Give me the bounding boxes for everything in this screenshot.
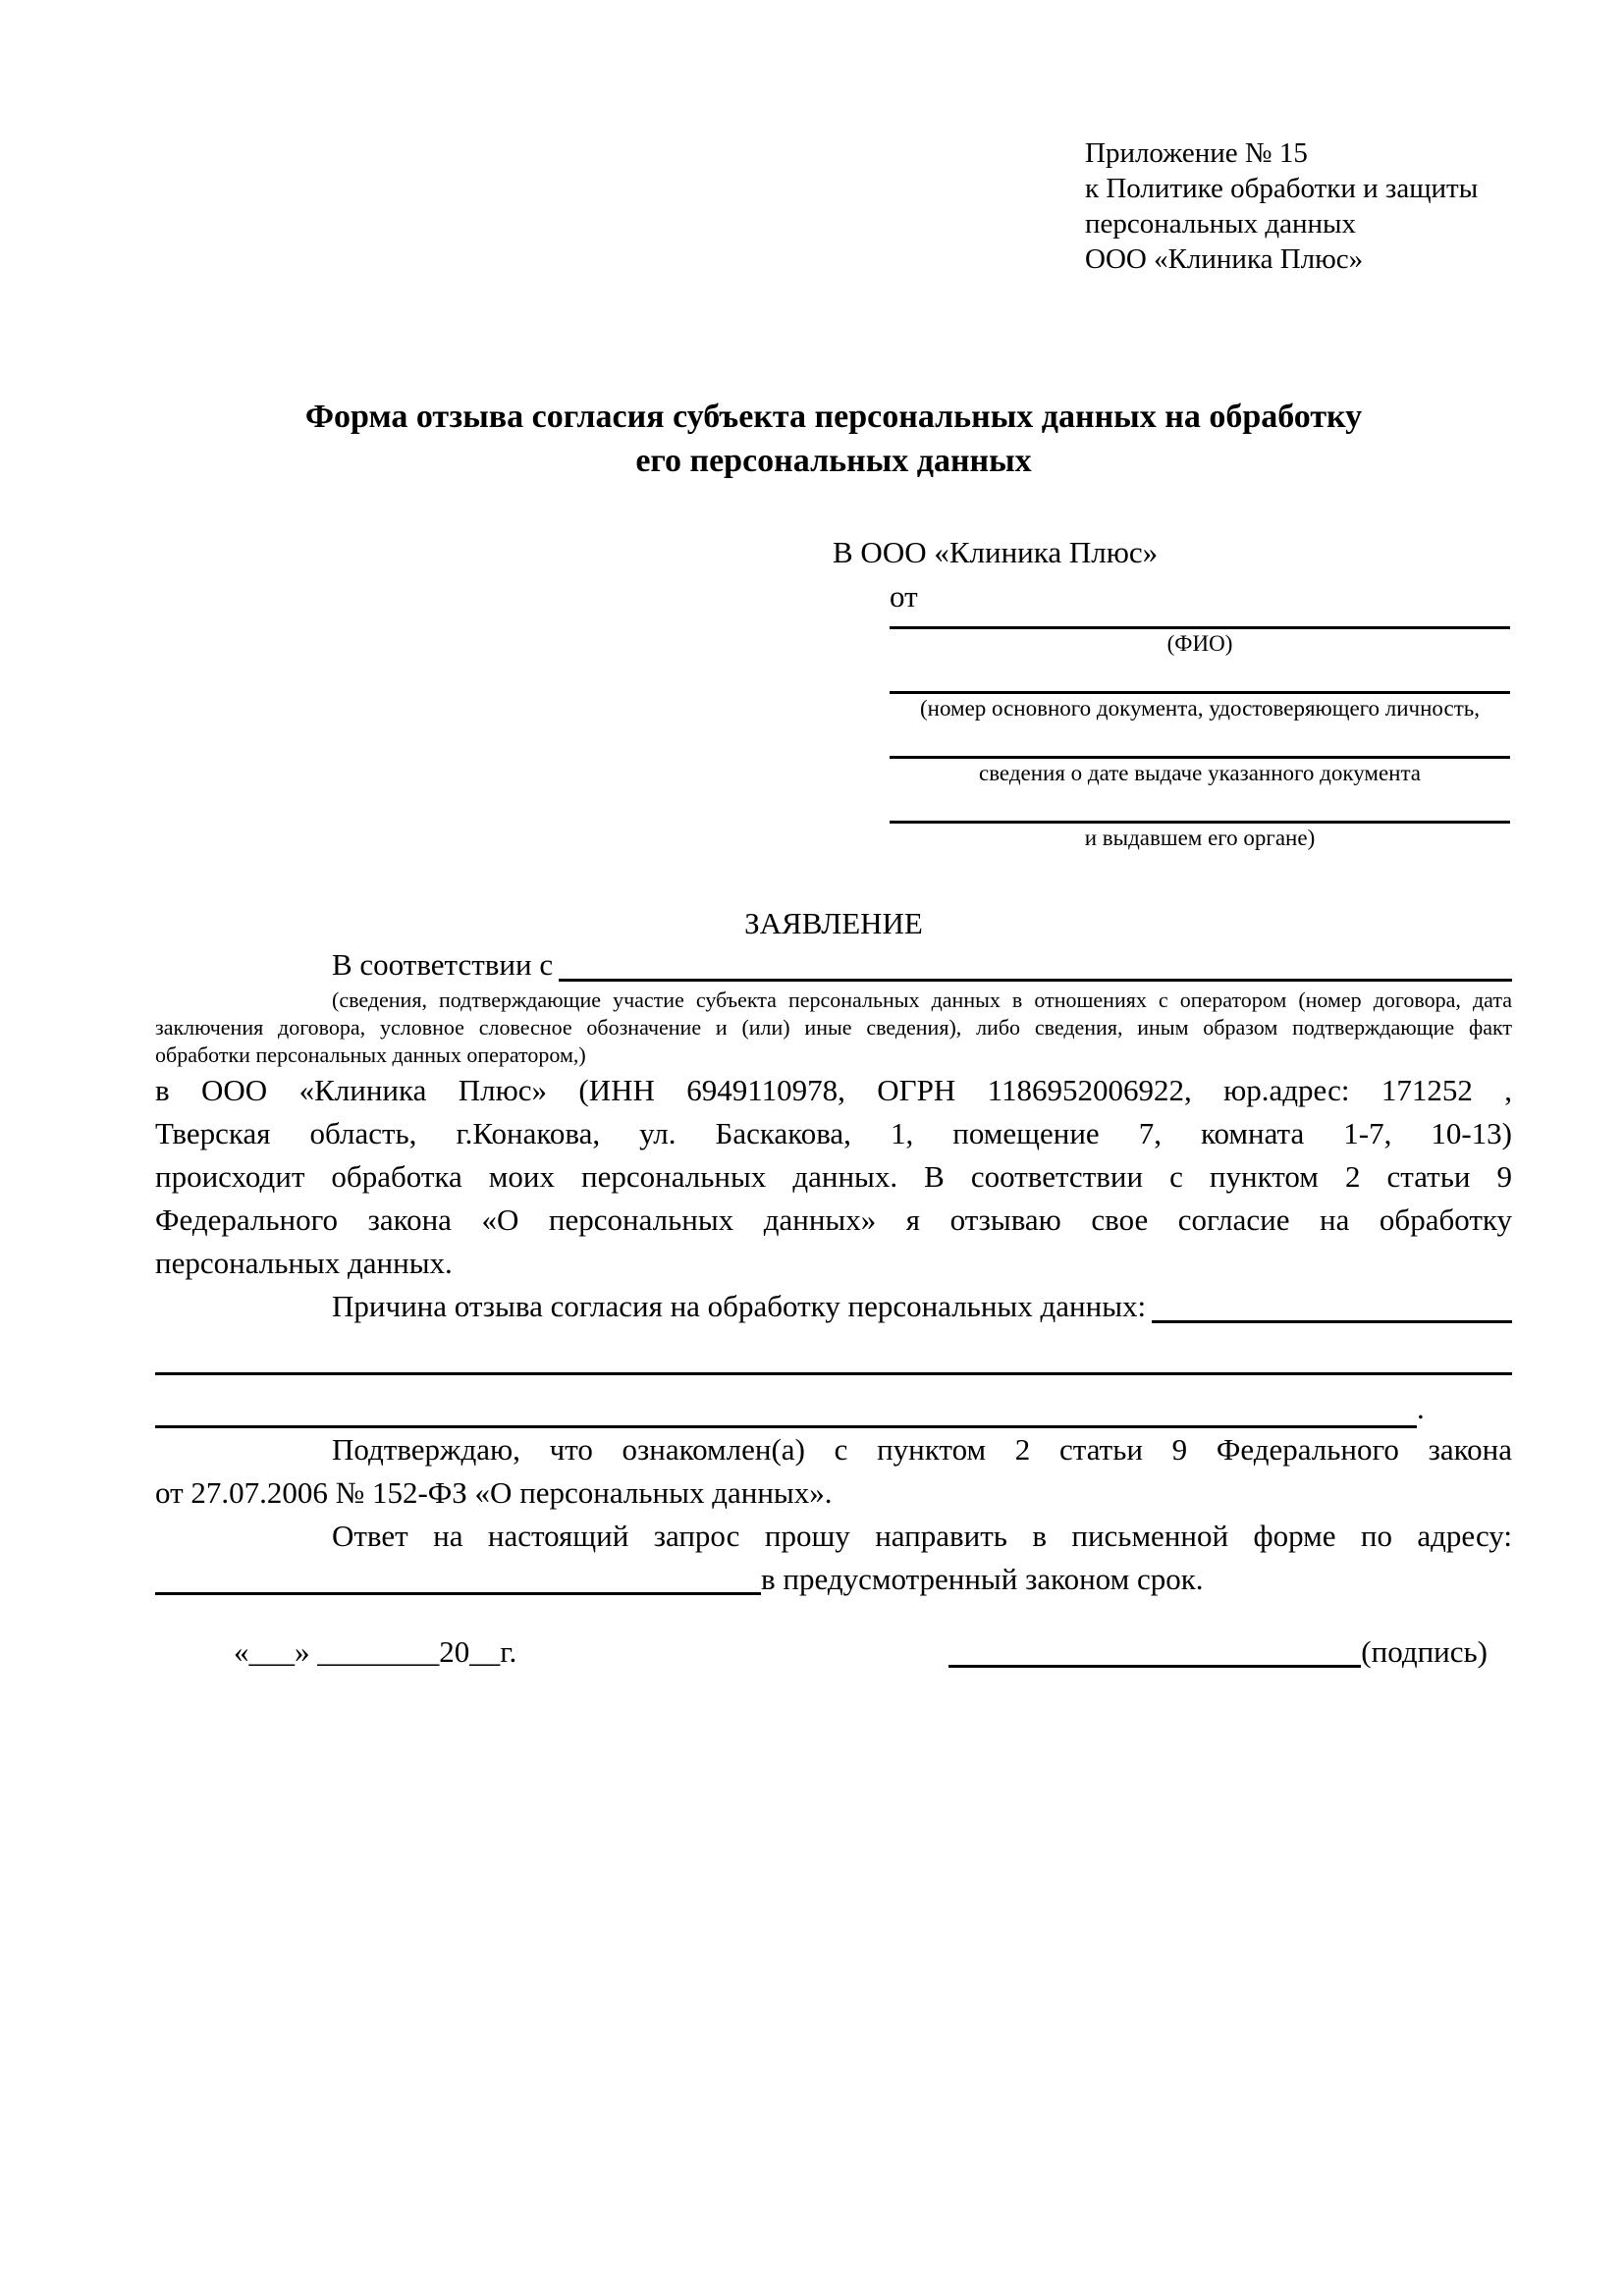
signature-line bbox=[948, 1630, 1361, 1668]
accordance-line bbox=[155, 943, 1512, 987]
small-print-note bbox=[155, 987, 1512, 1069]
confirmation-line: от 27.07.2006 № 152-ФЗ «О персональных данных». bbox=[155, 1475, 833, 1510]
fill-in-line bbox=[890, 788, 1510, 824]
fill-in-line bbox=[890, 723, 1510, 759]
annex-line: ООО «Клиника Плюс» bbox=[1085, 243, 1364, 275]
fill-in-line bbox=[559, 943, 1512, 982]
addressee-to: В ООО «Клиника Плюс» bbox=[833, 535, 1159, 569]
period-terminator: . bbox=[1417, 1391, 1425, 1425]
date-blank: «___» ________20__г. bbox=[234, 1634, 517, 1669]
reason-line bbox=[155, 1285, 1512, 1328]
annex-reference-block bbox=[1085, 135, 1512, 277]
statement-heading: ЗАЯВЛЕНИЕ bbox=[744, 906, 923, 940]
main-paragraph-line: Федерального закона «О персональных данных» я отзываю свое согласие на обработку bbox=[155, 1202, 1512, 1237]
annex-line: к Политике обработки и защиты bbox=[1085, 173, 1479, 204]
field-caption: (ФИО) bbox=[1166, 631, 1233, 656]
fill-in-line bbox=[155, 1328, 1512, 1375]
small-print-line: заключения договора, условное словесное обозначение и (или) иные сведения), либо сведения, иным образом подтверждающие факт bbox=[155, 1015, 1512, 1040]
fill-in-line bbox=[890, 614, 1510, 629]
main-paragraph-line: происходит обработка моих персональных данных. В соответствии с пунктом 2 статьи 9 bbox=[155, 1159, 1512, 1194]
reply-tail: в предусмотренный законом срок. bbox=[761, 1562, 1204, 1596]
main-paragraph-line: персональных данных. bbox=[155, 1246, 453, 1280]
addressee-block bbox=[155, 534, 1512, 853]
signature-block bbox=[948, 1630, 1488, 1674]
document-title bbox=[155, 395, 1512, 483]
annex-line: Приложение № 15 bbox=[1085, 137, 1308, 169]
confirmation-line: Подтверждаю, что ознакомлен(а) с пунктом 2 статьи 9 Федерального закона bbox=[332, 1432, 1512, 1467]
reply-address-row bbox=[155, 1558, 1512, 1601]
reply-line: Ответ на настоящий запрос прошу направить в письменной форме по адресу: bbox=[332, 1519, 1512, 1553]
fio-field bbox=[890, 614, 1510, 853]
confirmation-paragraph bbox=[155, 1428, 1512, 1515]
main-paragraph-line: в ООО «Клиника Плюс» (ИНН 6949110978, ОГРН 1186952006922, юр.адрес: 171252 , bbox=[155, 1073, 1512, 1107]
fill-in-line bbox=[1152, 1285, 1512, 1323]
accordance-label: В соответствии с bbox=[332, 947, 554, 982]
field-caption: сведения о дате выдаче указанного документа bbox=[978, 761, 1422, 785]
fill-in-line bbox=[155, 1558, 761, 1595]
field-caption: и выдавшем его органе) bbox=[1084, 826, 1316, 850]
main-paragraph-line: Тверская область, г.Конакова, ул. Баскакова, 1, помещение 7, комната 1-7, 10-13) bbox=[155, 1116, 1512, 1150]
main-paragraph bbox=[155, 1069, 1512, 1285]
small-print-line: (сведения, подтверждающие участие субъекта персональных данных в отношениях с оператором (номер договора, дата bbox=[332, 988, 1512, 1012]
document-title-line: Форма отзыва согласия субъекта персональных данных на обработку bbox=[304, 399, 1363, 435]
document-title-line: его персональных данных bbox=[635, 443, 1032, 479]
reply-paragraph bbox=[155, 1515, 1512, 1601]
fill-in-line bbox=[890, 659, 1510, 694]
addressee-from-label: от bbox=[890, 579, 918, 614]
signature-caption: (подпись) bbox=[1361, 1634, 1488, 1669]
fill-in-line bbox=[155, 1375, 1417, 1428]
annex-line: персональных данных bbox=[1085, 208, 1357, 240]
field-caption: (номер основного документа, удостоверяющего личность, bbox=[919, 696, 1480, 721]
fill-in-line-with-period bbox=[155, 1375, 1512, 1428]
small-print-line: обработки персональных данных оператором,) bbox=[155, 1042, 586, 1067]
date-signature-row bbox=[155, 1630, 1512, 1674]
reason-label: Причина отзыва согласия на обработку персональных данных: bbox=[332, 1289, 1147, 1323]
